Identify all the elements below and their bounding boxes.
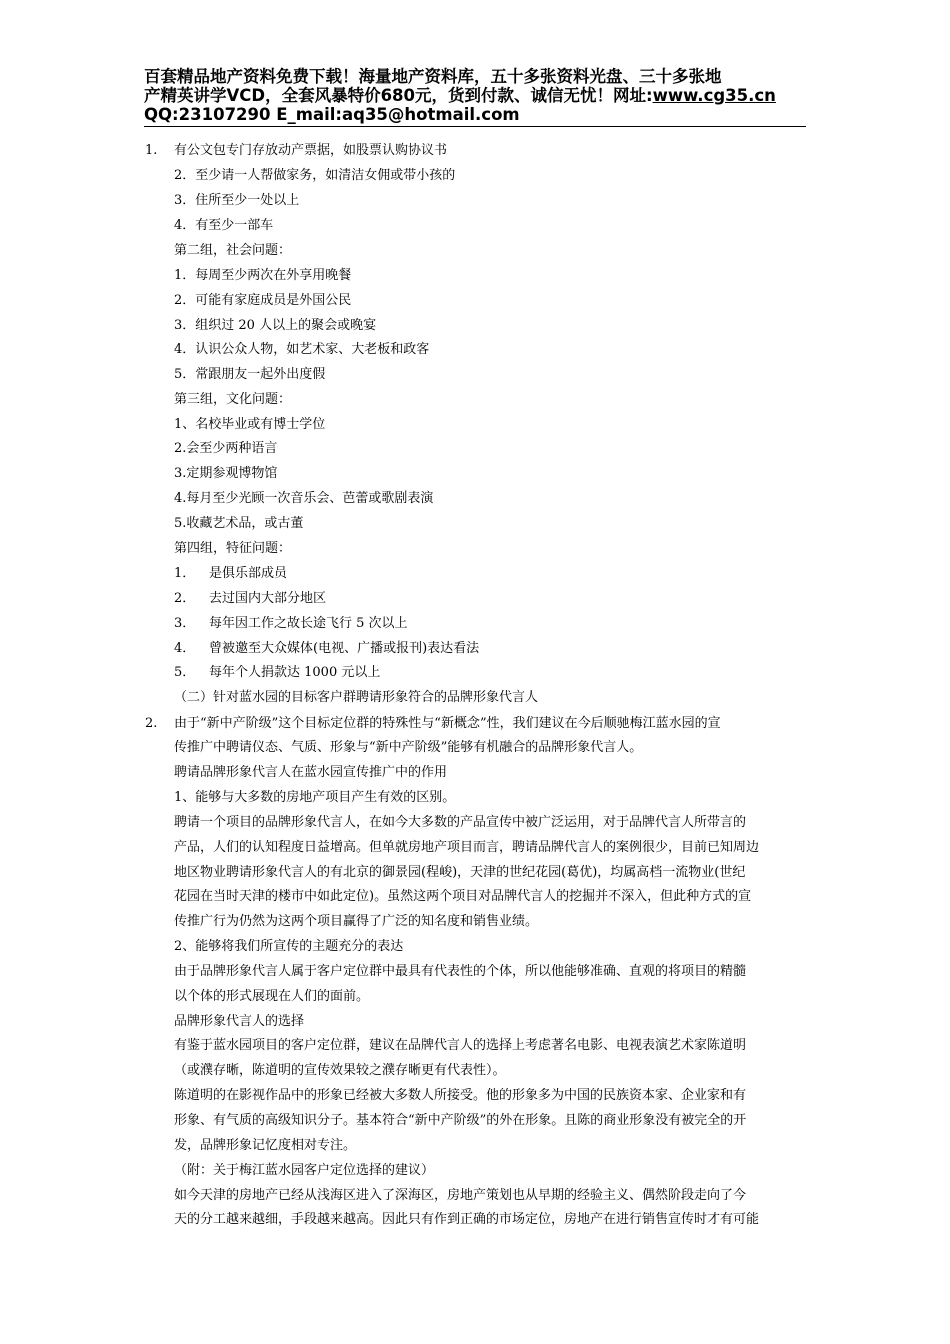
text-line: 5．常跟朋友一起外出度假	[174, 367, 326, 382]
text-line: 第四组，特征问题：	[174, 541, 292, 556]
list-number: 3．	[174, 616, 196, 631]
text-line: 品牌形象代言人的选择	[174, 1014, 305, 1029]
list-number: 2．	[174, 591, 196, 606]
text-line: 4.每月至少光顾一次音乐会、芭蕾或歌剧表演	[174, 491, 434, 506]
text-line: 聘请一个项目的品牌形象代言人，在如今大多数的产品宣传中被广泛运用，对于品牌代言人所带言的	[174, 815, 747, 830]
text-line: 是俱乐部成员	[209, 566, 288, 581]
header-line-1: 百套精品地产资料免费下载！海量地产资料库，五十多张资料光盘、三十多张地	[144, 67, 722, 86]
text-line: 3．住所至少一处以上	[174, 193, 300, 208]
list-number: 1．	[174, 566, 196, 581]
text-line: 1、名校毕业或有博士学位	[174, 417, 326, 432]
list-number: 1.	[145, 143, 158, 158]
text-line: 第三组，文化问题：	[174, 392, 292, 407]
text-line: （附：关于梅江蓝水园客户定位选择的建议）	[174, 1163, 435, 1178]
text-line: 地区物业聘请形象代言人的有北京的御景园(程峻)，天津的世纪花园(葛优)，均属高档一流物业(世纪	[174, 865, 746, 880]
text-line: 如今天津的房地产已经从浅海区进入了深海区，房地产策划也从早期的经验主义、偶然阶段走向了今	[174, 1188, 747, 1203]
text-line: 5.收藏艺术品，或古董	[174, 516, 304, 531]
text-line: 2.会至少两种语言	[174, 441, 278, 456]
text-line: 传推广行为仍然为这两个项目赢得了广泛的知名度和销售业绩。	[174, 914, 539, 929]
text-line: 1．每周至少两次在外享用晚餐	[174, 268, 352, 283]
header-line-3: QQ:23107290 E_mail:aq35@hotmail.com	[144, 105, 520, 124]
text-line: 3.定期参观博物馆	[174, 466, 278, 481]
text-line: 4．认识公众人物，如艺术家、大老板和政客	[174, 342, 430, 357]
text-line: 曾被邀至大众媒体(电视、广播或报刊)表达看法	[209, 641, 480, 656]
text-line: 陈道明的在影视作品中的形象已经被大多数人所接受。他的形象多为中国的民族资本家、企业家和有	[174, 1088, 747, 1103]
text-line: 形象、有气质的高级知识分子。基本符合“新中产阶级”的外在形象。且陈的商业形象没有被完全的开	[174, 1113, 747, 1128]
list-number: 2.	[145, 716, 158, 731]
text-line: 以个体的形式展现在人们的面前。	[174, 989, 370, 1004]
text-line: 2．至少请一人帮做家务，如清洁女佣或带小孩的	[174, 168, 456, 183]
header-line-2	[144, 86, 806, 105]
text-line: 去过国内大部分地区	[209, 591, 327, 606]
text-line: 由于“新中产阶级”这个目标定位群的特殊性与“新概念”性，我们建议在今后顺驰梅江蓝水园的宣	[174, 716, 721, 731]
text-line: 4．有至少一部车	[174, 218, 274, 233]
list-number: 5．	[174, 665, 196, 680]
header-divider	[144, 126, 806, 127]
header-line-2-text: 产精英讲学VCD，全套风暴特价680元，货到付款、诚信无忧！网址:	[144, 86, 653, 105]
text-line: 第二组，社会问题：	[174, 243, 292, 258]
text-line: 产品，人们的认知程度日益增高。但单就房地产项目而言，聘请品牌代言人的案例很少，目前已知周边	[174, 840, 760, 855]
text-line: 有公文包专门存放动产票据，如股票认购协议书	[174, 143, 448, 158]
text-line: 传推广中聘请仪态、气质、形象与“新中产阶级”能够有机融合的品牌形象代言人。	[174, 740, 643, 755]
page-header	[144, 67, 806, 124]
text-line: 2．可能有家庭成员是外国公民	[174, 293, 352, 308]
text-line: 聘请品牌形象代言人在蓝水园宣传推广中的作用	[174, 765, 448, 780]
text-line: 发，品牌形象记忆度相对专注。	[174, 1138, 357, 1153]
text-line: 1、能够与大多数的房地产项目产生有效的区别。	[174, 790, 456, 805]
text-line: 有鉴于蓝水园项目的客户定位群，建议在品牌代言人的选择上考虑著名电影、电视表演艺术家陈道明	[174, 1038, 747, 1053]
website-link[interactable]: www.cg35.cn	[652, 86, 776, 105]
list-number: 4．	[174, 641, 196, 656]
text-line: 天的分工越来越细，手段越来越高。因此只有作到正确的市场定位，房地产在进行销售宣传时才有可能	[174, 1212, 760, 1227]
text-line: 由于品牌形象代言人属于客户定位群中最具有代表性的个体，所以他能够准确、直观的将项目的精髓	[174, 964, 747, 979]
text-line: （二）针对蓝水园的目标客户群聘请形象符合的品牌形象代言人	[174, 690, 539, 705]
text-line: 花园在当时天津的楼市中如此定位)。虽然这两个项目对品牌代言人的挖掘并不深入，但此种方式的宣	[174, 889, 752, 904]
text-line: （或濮存晰，陈道明的宣传效果较之濮存晰更有代表性）。	[174, 1063, 506, 1078]
text-line: 每年因工作之故长途飞行 5 次以上	[209, 616, 408, 631]
text-line: 2、能够将我们所宣传的主题充分的表达	[174, 939, 404, 954]
text-line: 3．组织过 20 人以上的聚会或晚宴	[174, 318, 377, 333]
text-line: 每年个人捐款达 1000 元以上	[209, 665, 381, 680]
